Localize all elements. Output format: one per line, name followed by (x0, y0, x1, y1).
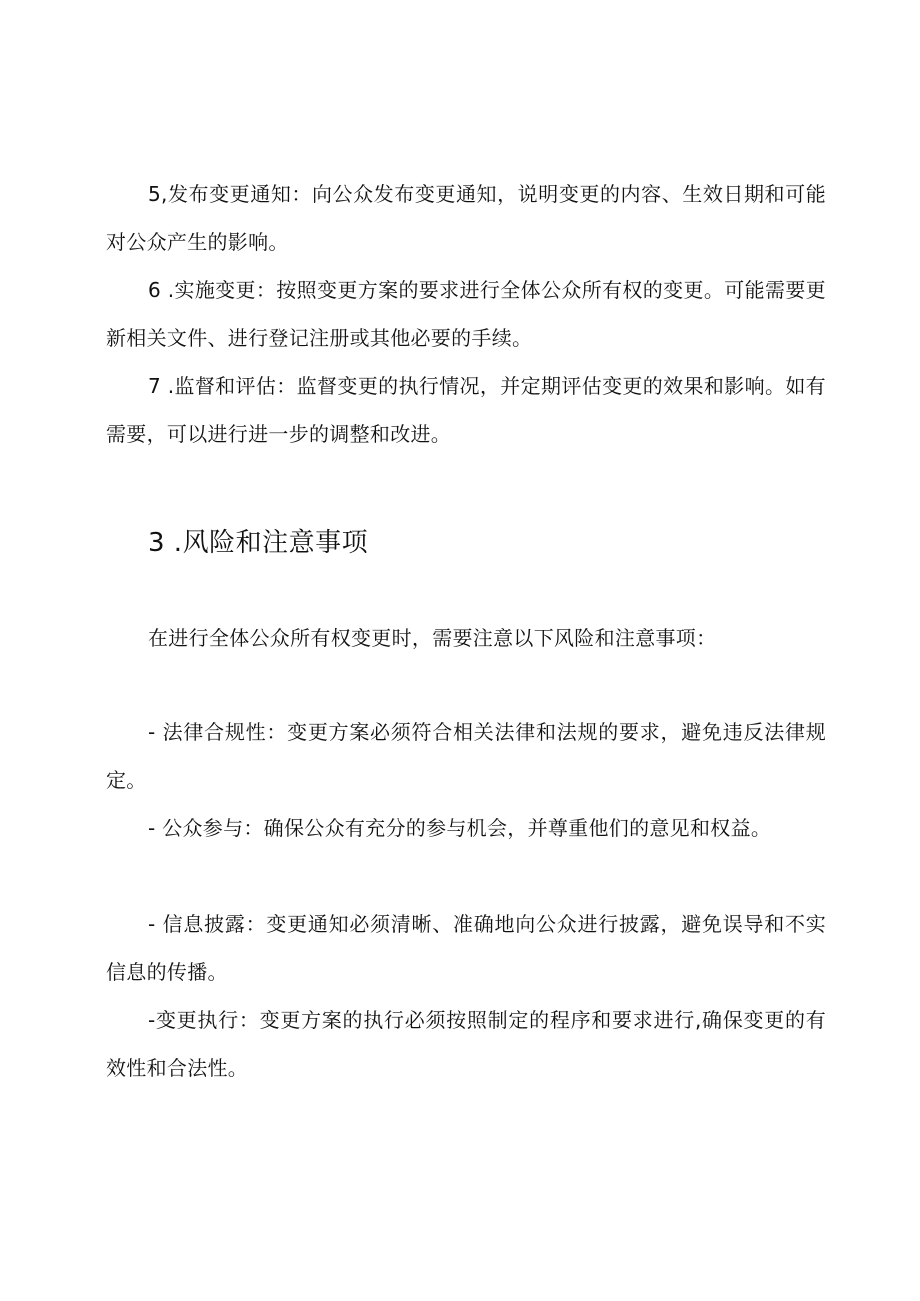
section-heading: 3 .风险和注意事项 (148, 528, 369, 558)
risk-item-legal-compliance: - 法律合规性：变更方案必须符合相关法律和法规的要求，避免违反法律规定。 (106, 720, 826, 792)
step-7-paragraph: 7 .监督和评估：监督变更的执行情况，并定期评估变更的效果和影响。如有需要，可以进行进一步的调整和改进。 (106, 374, 826, 446)
step-6-paragraph: 6 .实施变更：按照变更方案的要求进行全体公众所有权的变更。可能需要更新相关文件、进行登记注册或其他必要的手续。 (106, 278, 826, 350)
step-5-paragraph: 5,发布变更通知：向公众发布变更通知，说明变更的内容、生效日期和可能对公众产生的影响。 (106, 182, 826, 254)
risk-item-change-execution: -变更执行：变更方案的执行必须按照制定的程序和要求进行,确保变更的有效性和合法性。 (106, 1008, 826, 1080)
risk-item-information-disclosure: - 信息披露：变更通知必须清晰、准确地向公众进行披露，避免误导和不实信息的传播。 (106, 912, 826, 984)
section-intro: 在进行全体公众所有权变更时，需要注意以下风险和注意事项： (148, 626, 717, 650)
risk-item-public-participation: - 公众参与：确保公众有充分的参与机会，并尊重他们的意见和权益。 (148, 816, 772, 840)
